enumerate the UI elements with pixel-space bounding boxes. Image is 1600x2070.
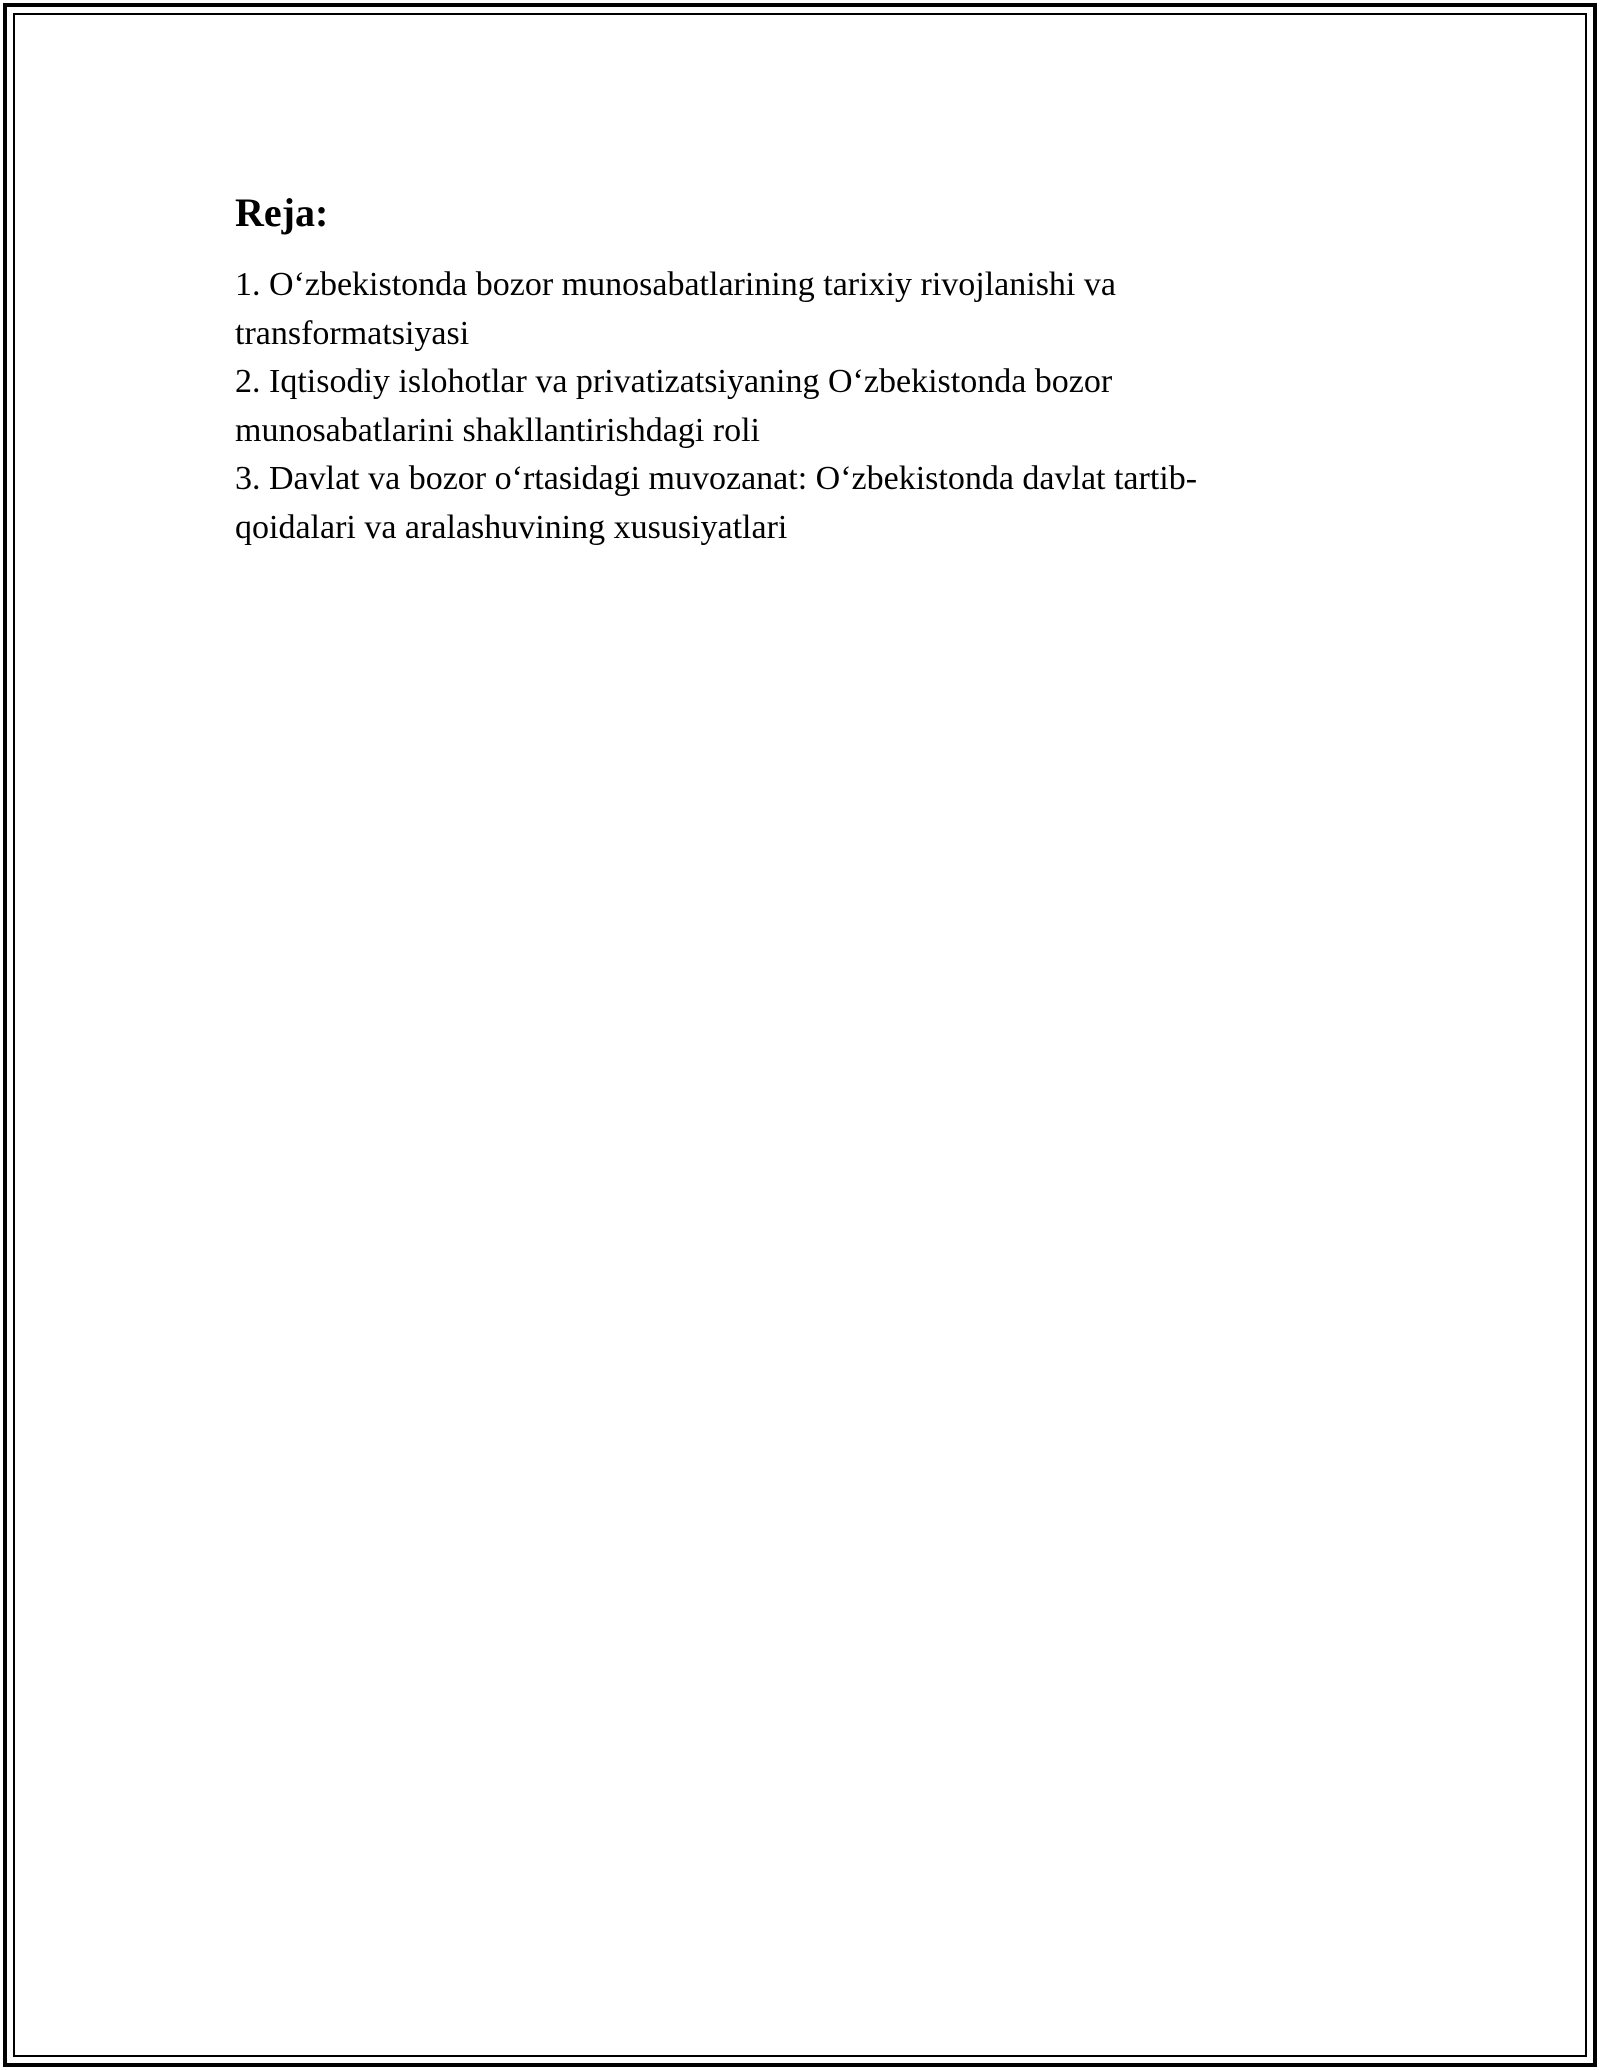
plan-item-2: 2. Iqtisodiy islohotlar va privatizatsiyaning O‘zbekistonda bozor munosabatlarini shakllantirishdagi roli (235, 363, 1113, 449)
page-content (235, 185, 1235, 552)
plan-list (235, 261, 1235, 552)
plan-item-1: 1. O‘zbekistonda bozor munosabatlarining tarixiy rivojlanishi va transformatsiyasi (235, 266, 1116, 352)
plan-item-3: 3. Davlat va bozor o‘rtasidagi muvozanat: O‘zbekistonda davlat tartib-qoidalari va aralashuvining xususiyatlari (235, 460, 1198, 546)
plan-heading: Reja: (235, 190, 329, 235)
